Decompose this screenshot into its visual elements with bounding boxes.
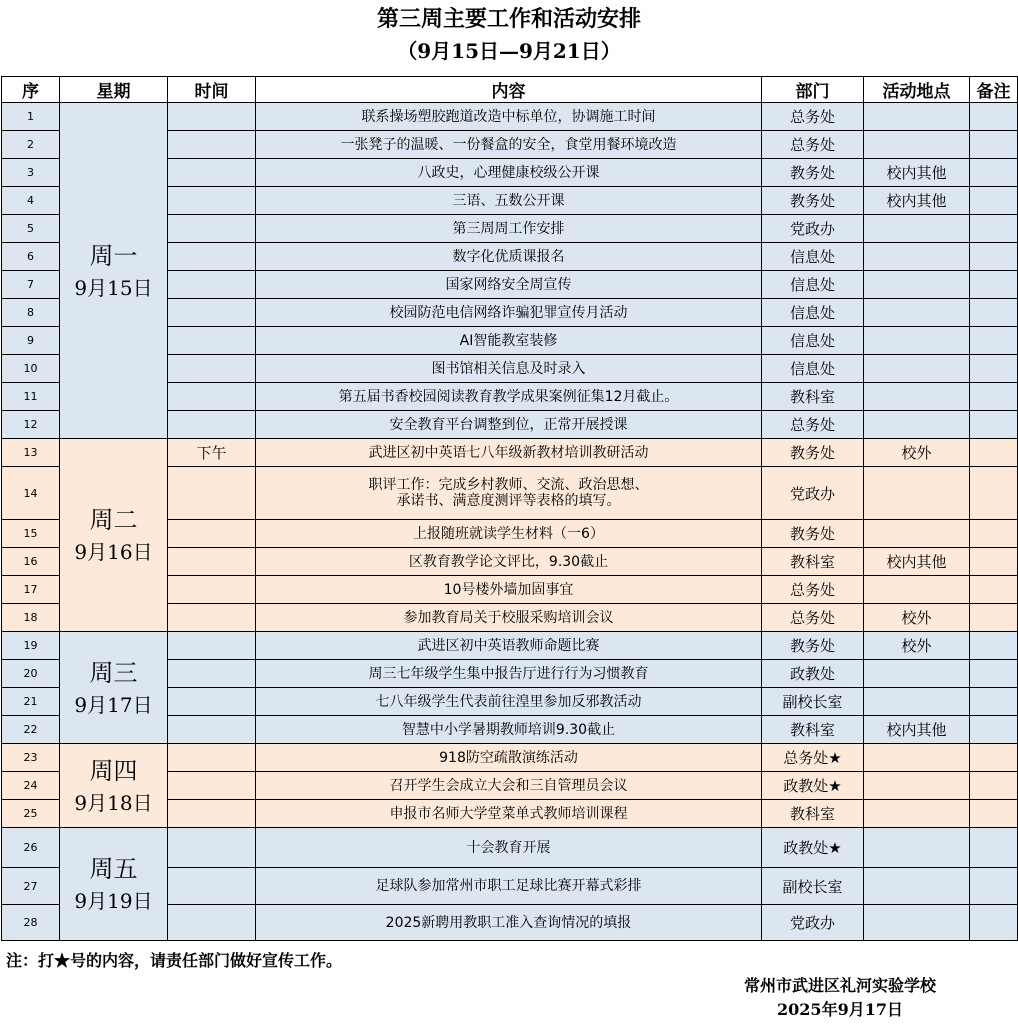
time-cell	[168, 744, 256, 772]
remark-cell	[970, 215, 1018, 243]
weekday-date: 9月17日	[74, 692, 153, 717]
header-num: 序	[2, 77, 60, 103]
time-cell	[168, 131, 256, 159]
content-cell: 图书馆相关信息及时录入	[256, 355, 762, 383]
content-cell: 上报随班就读学生材料（一6）	[256, 520, 762, 548]
location-cell: 校外	[864, 439, 970, 467]
location-cell	[864, 520, 970, 548]
location-cell	[864, 576, 970, 604]
content-cell: 周三七年级学生集中报告厅进行行为习惯教育	[256, 660, 762, 688]
remark-cell	[970, 688, 1018, 716]
location-cell	[864, 467, 970, 520]
row-number: 10	[2, 355, 60, 383]
dept-cell: 党政办	[762, 905, 864, 941]
content-cell: 数字化优质课报名	[256, 243, 762, 271]
dept-cell: 信息处	[762, 327, 864, 355]
row-number: 26	[2, 828, 60, 868]
remark-cell	[970, 159, 1018, 187]
row-number: 23	[2, 744, 60, 772]
time-cell	[168, 411, 256, 439]
time-cell	[168, 772, 256, 800]
remark-cell	[970, 905, 1018, 941]
location-cell	[864, 355, 970, 383]
dept-cell: 教务处	[762, 439, 864, 467]
time-cell	[168, 604, 256, 632]
location-cell	[864, 411, 970, 439]
schedule-table	[1, 76, 1018, 941]
header-remark: 备注	[970, 77, 1018, 103]
time-cell	[168, 383, 256, 411]
row-number: 22	[2, 716, 60, 744]
location-cell: 校内其他	[864, 159, 970, 187]
content-cell: 联系操场塑胶跑道改造中标单位，协调施工时间	[256, 103, 762, 131]
remark-cell	[970, 439, 1018, 467]
remark-cell	[970, 772, 1018, 800]
dept-cell: 信息处	[762, 299, 864, 327]
content-cell: 2025新聘用教职工准入查询情况的填报	[256, 905, 762, 941]
time-cell	[168, 716, 256, 744]
schedule-body	[2, 103, 1018, 941]
remark-cell	[970, 828, 1018, 868]
row-number: 19	[2, 632, 60, 660]
row-number: 5	[2, 215, 60, 243]
time-cell	[168, 243, 256, 271]
row-number: 9	[2, 327, 60, 355]
content-cell: 安全教育平台调整到位，正常开展授课	[256, 411, 762, 439]
dept-cell: 副校长室	[762, 868, 864, 905]
location-cell	[864, 744, 970, 772]
remark-cell	[970, 243, 1018, 271]
remark-cell	[970, 632, 1018, 660]
remark-cell	[970, 271, 1018, 299]
table-row	[2, 744, 1018, 772]
time-cell	[168, 632, 256, 660]
remark-cell	[970, 327, 1018, 355]
remark-cell	[970, 604, 1018, 632]
row-number: 11	[2, 383, 60, 411]
dept-cell: 党政办	[762, 467, 864, 520]
weekday-name: 周四	[89, 756, 138, 785]
dept-cell: 副校长室	[762, 688, 864, 716]
location-cell	[864, 299, 970, 327]
remark-cell	[970, 187, 1018, 215]
time-cell	[168, 905, 256, 941]
content-cell: 一张凳子的温暖、一份餐盒的安全，食堂用餐环境改造	[256, 131, 762, 159]
dept-cell: 教科室	[762, 716, 864, 744]
weekday-date: 9月19日	[74, 889, 153, 913]
content-cell: 七八年级学生代表前往湟里参加反邪教活动	[256, 688, 762, 716]
table-row	[2, 828, 1018, 868]
row-number: 14	[2, 467, 60, 520]
location-cell	[864, 103, 970, 131]
time-cell	[168, 215, 256, 243]
dept-cell: 总务处	[762, 411, 864, 439]
weekday-date: 9月16日	[74, 540, 153, 564]
row-number: 15	[2, 520, 60, 548]
row-number: 28	[2, 905, 60, 941]
dept-cell: 总务处	[762, 604, 864, 632]
content-cell: 区教育教学论文评比，9.30截止	[256, 548, 762, 576]
time-cell	[168, 159, 256, 187]
time-cell	[168, 355, 256, 383]
time-cell	[168, 660, 256, 688]
time-cell: 下午	[168, 439, 256, 467]
time-cell	[168, 800, 256, 828]
remark-cell	[970, 383, 1018, 411]
time-cell	[168, 187, 256, 215]
content-cell: 918防空疏散演练活动	[256, 744, 762, 772]
dept-cell: 总务处	[762, 103, 864, 131]
dept-cell: 政教处★	[762, 828, 864, 868]
content-cell: 第五届书香校园阅读教育教学成果案例征集12月截止。	[256, 383, 762, 411]
content-cell: 第三周周工作安排	[256, 215, 762, 243]
dept-cell: 政教处★	[762, 772, 864, 800]
time-cell	[168, 548, 256, 576]
location-cell	[864, 828, 970, 868]
weekday-name: 周一	[89, 241, 138, 270]
time-cell	[168, 576, 256, 604]
row-number: 4	[2, 187, 60, 215]
time-cell	[168, 299, 256, 327]
content-cell: 武进区初中英语教师命题比赛	[256, 632, 762, 660]
table-header-row	[2, 77, 1018, 103]
header-dept: 部门	[762, 77, 864, 103]
weekday-cell	[60, 632, 168, 744]
row-number: 3	[2, 159, 60, 187]
weekday-cell	[60, 744, 168, 828]
content-cell: 三语、五数公开课	[256, 187, 762, 215]
remark-cell	[970, 299, 1018, 327]
remark-cell	[970, 660, 1018, 688]
content-cell: 武进区初中英语七八年级新教材培训教研活动	[256, 439, 762, 467]
dept-cell: 教务处	[762, 159, 864, 187]
weekday-date: 9月15日	[74, 275, 153, 300]
remark-cell	[970, 744, 1018, 772]
page-subtitle: （9月15日—9月21日）	[397, 39, 621, 63]
row-number: 21	[2, 688, 60, 716]
content-cell: 召开学生会成立大会和三自管理员会议	[256, 772, 762, 800]
location-cell: 校内其他	[864, 548, 970, 576]
location-cell	[864, 271, 970, 299]
location-cell	[864, 383, 970, 411]
weekday-cell	[60, 439, 168, 632]
location-cell: 校外	[864, 604, 970, 632]
school-name: 常州市武进区礼河实验学校	[743, 976, 936, 995]
dept-cell: 教科室	[762, 548, 864, 576]
header-content: 内容	[256, 77, 762, 103]
time-cell	[168, 103, 256, 131]
content-cell: 十会教育开展	[256, 828, 762, 868]
location-cell	[864, 327, 970, 355]
row-number: 2	[2, 131, 60, 159]
remark-cell	[970, 131, 1018, 159]
remark-cell	[970, 868, 1018, 905]
header-weekday: 星期	[60, 77, 168, 103]
header-location: 活动地点	[864, 77, 970, 103]
content-cell: 智慧中小学暑期教师培训9.30截止	[256, 716, 762, 744]
time-cell	[168, 828, 256, 868]
weekday-name: 周二	[89, 506, 138, 534]
content-cell: 参加教育局关于校服采购培训会议	[256, 604, 762, 632]
dept-cell: 总务处	[762, 576, 864, 604]
content-cell: 10号楼外墙加固事宜	[256, 576, 762, 604]
row-number: 16	[2, 548, 60, 576]
dept-cell: 信息处	[762, 243, 864, 271]
location-cell: 校内其他	[864, 187, 970, 215]
remark-cell	[970, 576, 1018, 604]
remark-cell	[970, 467, 1018, 520]
row-number: 20	[2, 660, 60, 688]
footer-signature	[700, 974, 980, 1022]
content-cell: 国家网络安全周宣传	[256, 271, 762, 299]
dept-cell: 教务处	[762, 520, 864, 548]
location-cell: 校内其他	[864, 716, 970, 744]
weekday-date: 9月18日	[74, 790, 153, 815]
page-title: 第三周主要工作和活动安排	[376, 6, 641, 32]
time-cell	[168, 327, 256, 355]
weekday-cell	[60, 828, 168, 941]
row-number: 7	[2, 271, 60, 299]
dept-cell: 信息处	[762, 271, 864, 299]
time-cell	[168, 467, 256, 520]
row-number: 25	[2, 800, 60, 828]
location-cell	[864, 905, 970, 941]
location-cell: 校外	[864, 632, 970, 660]
row-number: 17	[2, 576, 60, 604]
dept-cell: 教科室	[762, 383, 864, 411]
dept-cell: 教务处	[762, 187, 864, 215]
location-cell	[864, 688, 970, 716]
time-cell	[168, 271, 256, 299]
remark-cell	[970, 548, 1018, 576]
footer-note: 注：打★号的内容，请责任部门做好宣传工作。	[6, 951, 343, 970]
location-cell	[864, 243, 970, 271]
row-number: 27	[2, 868, 60, 905]
content-cell: 申报市名师大学堂菜单式教师培训课程	[256, 800, 762, 828]
content-cell: AI智能教室装修	[256, 327, 762, 355]
location-cell	[864, 660, 970, 688]
issue-date: 2025年9月17日	[777, 1000, 903, 1019]
location-cell	[864, 772, 970, 800]
location-cell	[864, 800, 970, 828]
dept-cell: 教科室	[762, 800, 864, 828]
dept-cell: 总务处	[762, 131, 864, 159]
content-cell: 职评工作：完成乡村教师、交流、政治思想、 承诺书、满意度测评等表格的填写。	[256, 467, 762, 520]
location-cell	[864, 215, 970, 243]
row-number: 8	[2, 299, 60, 327]
content-cell: 八政史，心理健康校级公开课	[256, 159, 762, 187]
time-cell	[168, 688, 256, 716]
content-cell: 校园防范电信网络诈骗犯罪宣传月活动	[256, 299, 762, 327]
dept-cell: 教务处	[762, 632, 864, 660]
weekday-name: 周五	[89, 855, 138, 883]
table-row	[2, 439, 1018, 467]
row-number: 18	[2, 604, 60, 632]
time-cell	[168, 520, 256, 548]
remark-cell	[970, 103, 1018, 131]
row-number: 12	[2, 411, 60, 439]
location-cell	[864, 131, 970, 159]
row-number: 6	[2, 243, 60, 271]
remark-cell	[970, 411, 1018, 439]
table-row	[2, 632, 1018, 660]
dept-cell: 信息处	[762, 355, 864, 383]
row-number: 1	[2, 103, 60, 131]
dept-cell: 总务处★	[762, 744, 864, 772]
row-number: 13	[2, 439, 60, 467]
location-cell	[864, 868, 970, 905]
remark-cell	[970, 800, 1018, 828]
content-cell: 足球队参加常州市职工足球比赛开幕式彩排	[256, 868, 762, 905]
remark-cell	[970, 355, 1018, 383]
table-row	[2, 103, 1018, 131]
dept-cell: 党政办	[762, 215, 864, 243]
weekday-cell	[60, 103, 168, 439]
weekday-name: 周三	[89, 658, 138, 687]
row-number: 24	[2, 772, 60, 800]
header-time: 时间	[168, 77, 256, 103]
time-cell	[168, 868, 256, 905]
dept-cell: 政教处	[762, 660, 864, 688]
remark-cell	[970, 716, 1018, 744]
remark-cell	[970, 520, 1018, 548]
